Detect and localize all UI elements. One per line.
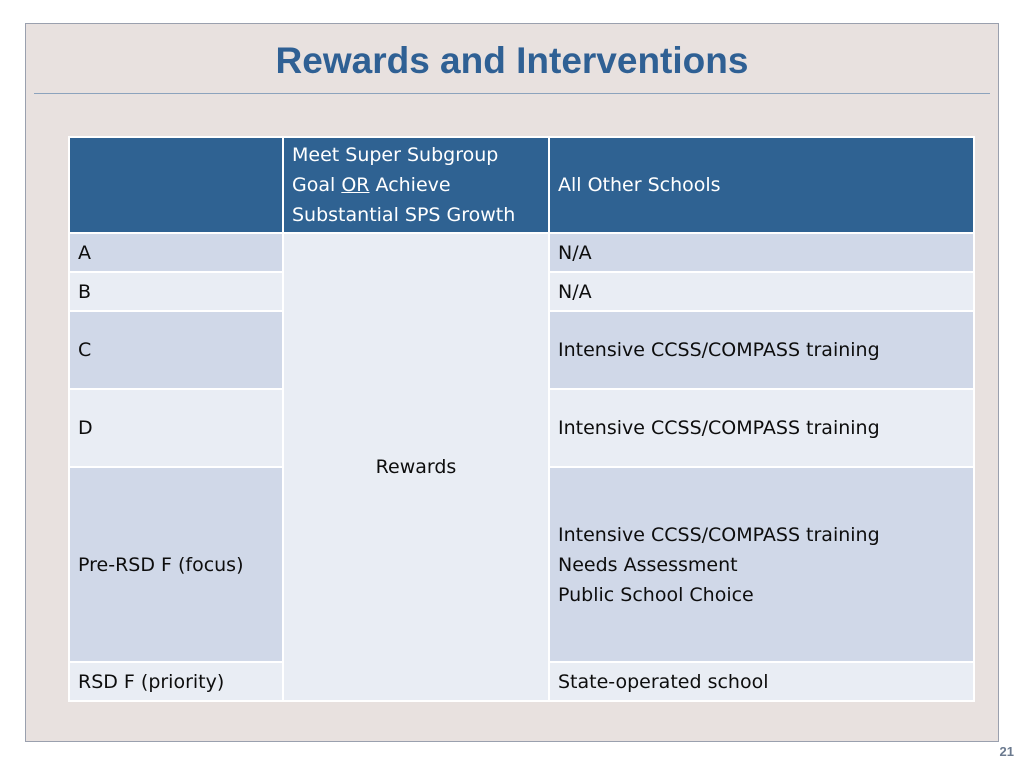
grade-cell: A bbox=[69, 233, 283, 272]
header-meet-goal bbox=[283, 137, 549, 233]
intervention-cell: N/A bbox=[549, 233, 974, 272]
table-header-row bbox=[69, 137, 974, 233]
intervention-line: Needs Assessment bbox=[558, 553, 738, 576]
header-grade bbox=[69, 137, 283, 233]
header-meet-goal-line1: Meet Super Subgroup bbox=[292, 144, 499, 166]
title-divider bbox=[34, 93, 990, 94]
intervention-cell bbox=[549, 467, 974, 662]
header-all-other-schools: All Other Schools bbox=[549, 137, 974, 233]
table-row bbox=[69, 233, 974, 272]
intervention-cell: Intensive CCSS/COMPASS training bbox=[549, 389, 974, 467]
rewards-interventions-table bbox=[68, 136, 975, 702]
grade-cell: Pre-RSD F (focus) bbox=[69, 467, 283, 662]
intervention-line: Public School Choice bbox=[558, 583, 754, 606]
page-number: 21 bbox=[999, 744, 1014, 759]
intervention-cell: Intensive CCSS/COMPASS training bbox=[549, 311, 974, 389]
intervention-cell: State-operated school bbox=[549, 662, 974, 701]
header-achieve-text: Achieve bbox=[369, 174, 451, 196]
grade-cell: RSD F (priority) bbox=[69, 662, 283, 701]
slide-title: Rewards and Interventions bbox=[275, 40, 749, 81]
intervention-cell: N/A bbox=[549, 272, 974, 311]
grade-cell: C bbox=[69, 311, 283, 389]
header-meet-goal-line3: Substantial SPS Growth bbox=[292, 204, 516, 226]
header-or-text: OR bbox=[341, 174, 370, 196]
grade-cell: B bbox=[69, 272, 283, 311]
intervention-line: Intensive CCSS/COMPASS training bbox=[558, 523, 880, 546]
grade-cell: D bbox=[69, 389, 283, 467]
rewards-cell: Rewards bbox=[283, 233, 549, 701]
header-goal-text: Goal bbox=[292, 174, 342, 196]
header-meet-goal-line2 bbox=[292, 170, 540, 200]
